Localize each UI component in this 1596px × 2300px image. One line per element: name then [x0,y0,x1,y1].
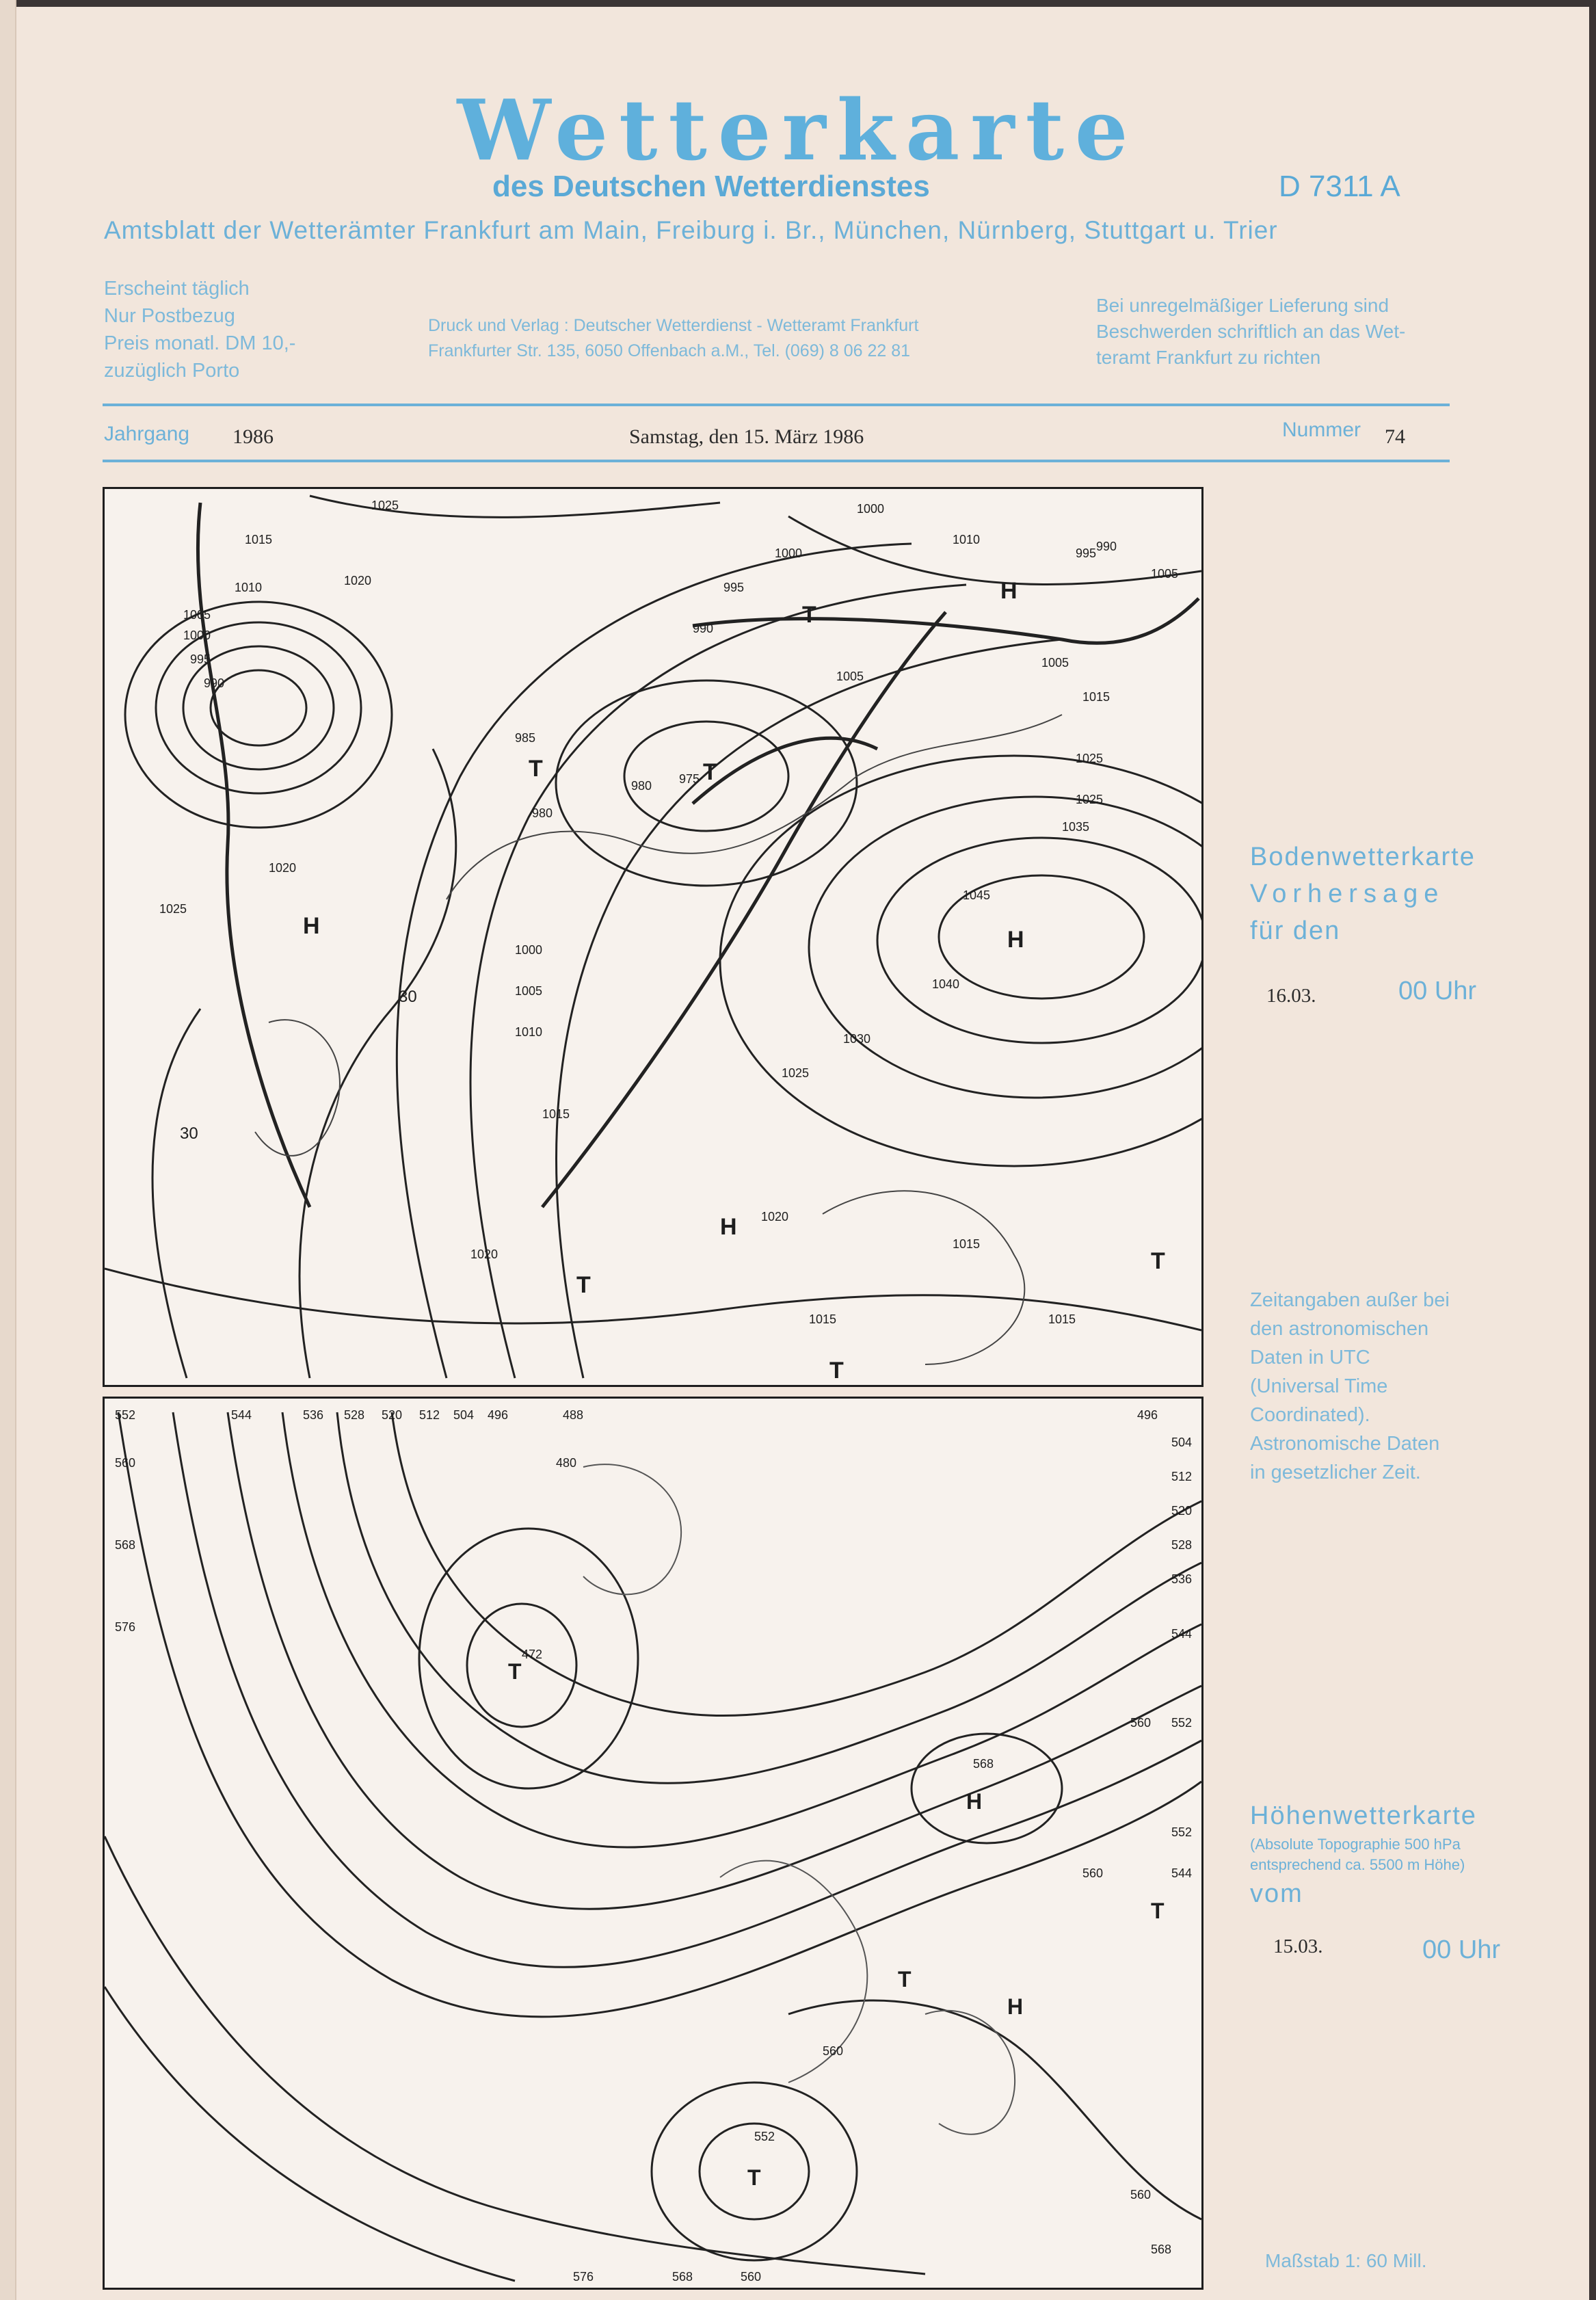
height-centers [508,1659,1165,2190]
isobar-label: 980 [631,779,652,793]
upper-air-map [103,1397,1203,2290]
subscription-line: Preis monatl. DM 10,- [104,332,296,354]
contour-label: 568 [973,1757,994,1771]
contour [228,1412,1201,1909]
time-note-line: (Universal Time [1250,1375,1388,1397]
isobar-label: 990 [204,676,225,690]
isobar [557,639,1062,1378]
surface-map-svg [105,489,1201,1385]
contour [105,1987,515,2281]
contour-label: 560 [823,2044,844,2058]
isobar-label: 30 [399,988,417,1006]
low-center: T [1151,1899,1165,1923]
coastlines [255,715,1062,1364]
nummer-label: Nummer [1282,419,1361,441]
high-center: H [1007,927,1024,953]
isobar-label: 1025 [371,499,399,512]
isobar-label: 1035 [1062,820,1090,834]
page-left-edge [0,0,16,2300]
low-center: T [703,759,717,785]
contour-label: 536 [1171,1572,1193,1586]
time-note-line: Coordinated). [1250,1404,1370,1426]
isobar-label: 995 [1076,546,1097,560]
nummer-value: 74 [1385,425,1405,448]
isobar-label: 1025 [159,902,187,916]
upper-map-caption [1250,1797,1477,1912]
contour [105,1836,925,2274]
contour-label: 560 [1130,1716,1152,1730]
low-center: T [529,756,543,782]
contour-label: 528 [344,1408,365,1422]
isobar-label: 975 [679,772,700,786]
isobar-label: 995 [190,652,211,666]
warm-front [693,598,1199,643]
contour-label: 472 [522,1648,543,1661]
contour [282,1412,1201,1847]
contour-label: 552 [1171,1716,1193,1730]
isobar-label: 1000 [857,502,885,516]
header-rule-top [103,404,1450,406]
high-center: H [966,1789,983,1814]
masthead-subtitle: des Deutschen Wetterdienstes [492,170,930,203]
isobar-label: 1020 [269,861,297,875]
low-center: T [802,602,816,628]
isobar-label: 1010 [235,581,263,594]
isobar [720,756,1201,1166]
isobar-label: 1010 [953,533,981,546]
contour-label: 552 [1171,1825,1193,1839]
isobar [152,1009,200,1378]
contour [173,1412,1201,1967]
pressure-labels [159,499,1178,1326]
map-scale: Maßstab 1: 60 Mill. [1265,2250,1427,2271]
caption-subtitle: (Absolute Topographie 500 hPa [1250,1836,1461,1853]
high-center: H [720,1214,737,1240]
contour-label: 480 [556,1456,577,1470]
isobar-label: 1020 [470,1247,498,1261]
isobar [211,670,306,745]
contour-label: 528 [1171,1538,1193,1552]
contour-label: 568 [1151,2243,1172,2256]
isobar [105,1269,1201,1330]
contours [105,1412,1201,2281]
jahrgang-label: Jahrgang [104,423,190,445]
high-center: H [1007,1994,1024,2019]
contour-label: 552 [115,1408,136,1422]
isobar-label: 1000 [775,546,803,560]
contour [467,1604,576,1727]
isobar-label: 980 [532,806,553,820]
header-rule-bottom [103,460,1450,462]
isobar-label: 1015 [542,1107,570,1121]
complaint-info [1096,293,1405,371]
time-note-line: Zeitangaben außer bei [1250,1289,1450,1311]
contour-label: 496 [488,1408,509,1422]
isobars [105,496,1201,1378]
amtsblatt-line: Amtsblatt der Wetterämter Frankfurt am Main, Freiburg i. Br., München, Nürnberg, Stuttgart u. Trier [104,216,1278,244]
low-center: T [898,1967,912,1992]
isobar-label: 1015 [809,1312,837,1326]
pressure-centers [303,578,1165,1384]
caption-title: Höhenwetterkarte [1250,1801,1477,1830]
contour-label: 504 [453,1408,475,1422]
caption-subtitle: entsprechend ca. 5500 m Höhe) [1250,1856,1465,1873]
issue-code: D 7311 A [1279,170,1400,203]
contour-label: 496 [1137,1408,1158,1422]
publisher-info [428,313,918,364]
contour-label: 552 [754,2130,775,2143]
low-center: T [1151,1248,1165,1274]
contour-label: 544 [1171,1627,1193,1641]
isobar-label: 985 [515,731,536,745]
isobar [877,838,1201,1043]
coastline [925,2011,1015,2134]
subscription-info [104,275,295,384]
contour-label: 576 [573,2270,594,2284]
contour-label: 544 [1171,1866,1193,1880]
isobar-label: 1025 [1076,752,1104,765]
isobar-label: 995 [723,581,745,594]
isobar-label: 1005 [515,984,543,998]
isobar-label: 1025 [782,1066,810,1080]
isobar-label: 990 [693,622,714,635]
contour-label: 544 [231,1408,252,1422]
contour-label: 560 [1130,2188,1152,2202]
publisher-line: Frankfurter Str. 135, 6050 Offenbach a.M., Tel. (069) 8 06 22 81 [428,341,911,360]
coastline [720,1861,867,2083]
contour-label: 568 [672,2270,693,2284]
isobar-label: 1015 [1082,690,1110,704]
isobar-label: 1000 [183,629,211,642]
time-note-line: den astronomischen [1250,1318,1429,1340]
isobar-label: 1045 [963,888,991,902]
contour-label: 520 [382,1408,403,1422]
isobar-label: 1005 [183,608,211,622]
coastline [583,1464,681,1594]
page-top-edge [0,0,1596,7]
isobar-label: 1040 [932,977,960,991]
isobar-label: 1020 [344,574,372,587]
contour-label: 512 [419,1408,440,1422]
contour-label: 560 [1082,1866,1104,1880]
contour-label: 536 [303,1408,324,1422]
caption-for: für den [1250,916,1341,945]
upper-map-date: 15.03. [1273,1935,1323,1957]
caption-subtitle: Vorhersage [1250,880,1445,908]
contour-label: 520 [1171,1504,1193,1518]
isobar [156,622,361,793]
upper-map-svg [105,1399,1201,2288]
complaint-line: Bei unregelmäßiger Lieferung sind [1096,295,1389,316]
isobar-label: 990 [1096,540,1117,553]
isobar-label: 30 [180,1124,198,1143]
contour-label: 560 [741,2270,762,2284]
time-note-line: Daten in UTC [1250,1347,1370,1369]
publisher-line: Druck und Verlag : Deutscher Wetterdienst - Wetteramt Frankfurt [428,316,919,335]
isobar-label: 1005 [1041,656,1069,670]
time-note [1250,1286,1450,1487]
caption-title: Bodenwetterkarte [1250,843,1476,871]
isobar [788,516,1201,585]
surface-weather-map [103,487,1203,1387]
contour-label: 504 [1171,1436,1193,1449]
coastline [255,1020,340,1156]
upper-map-time: 00 Uhr [1422,1935,1501,1964]
high-center: H [1000,578,1018,604]
time-note-line: Astronomische Daten [1250,1433,1440,1455]
isobar-label: 1005 [1151,567,1179,581]
isobar-label: 1000 [515,943,543,957]
contour-label: 568 [115,1538,136,1552]
complaint-line: Beschwerden schriftlich an das Wet- [1096,321,1406,342]
isobar-label: 1020 [761,1210,789,1224]
surface-map-caption [1250,838,1476,949]
page-right-edge [1589,0,1596,2300]
isobar-label: 1005 [836,670,864,683]
contour [337,1412,1201,1783]
time-note-line: in gesetzlicher Zeit. [1250,1462,1421,1483]
fronts [198,503,1199,1207]
isobar-label: 1010 [515,1025,543,1039]
subscription-line: Erscheint täglich [104,278,250,300]
contour-label: 576 [115,1620,136,1634]
masthead-title: Wetterkarte [457,81,1139,179]
caption-vom: vom [1250,1879,1303,1908]
subscription-line: Nur Postbezug [104,305,235,327]
contour-label: 560 [115,1456,136,1470]
isobar-label: 1030 [843,1032,871,1046]
contour-label: 512 [1171,1470,1193,1483]
complaint-line: teramt Frankfurt zu richten [1096,347,1321,368]
contour-label: 488 [563,1408,584,1422]
isobar-label: 1015 [245,533,273,546]
low-center: T [576,1272,591,1298]
coastlines [583,1464,1015,2134]
subscription-line: zuzüglich Porto [104,360,240,382]
low-center: T [829,1358,844,1384]
issue-date: Samstag, den 15. März 1986 [629,425,864,448]
coastline [823,1191,1024,1364]
isobar-label: 1015 [1048,1312,1076,1326]
low-center: T [747,2165,761,2190]
isobar-label: 1025 [1076,793,1104,806]
surface-map-time: 00 Uhr [1398,977,1477,1005]
isobar-label: 1015 [953,1237,981,1251]
jahrgang-value: 1986 [232,425,274,448]
low-center: T [508,1659,522,1684]
high-center: H [303,913,320,939]
surface-map-date: 16.03. [1266,985,1316,1007]
